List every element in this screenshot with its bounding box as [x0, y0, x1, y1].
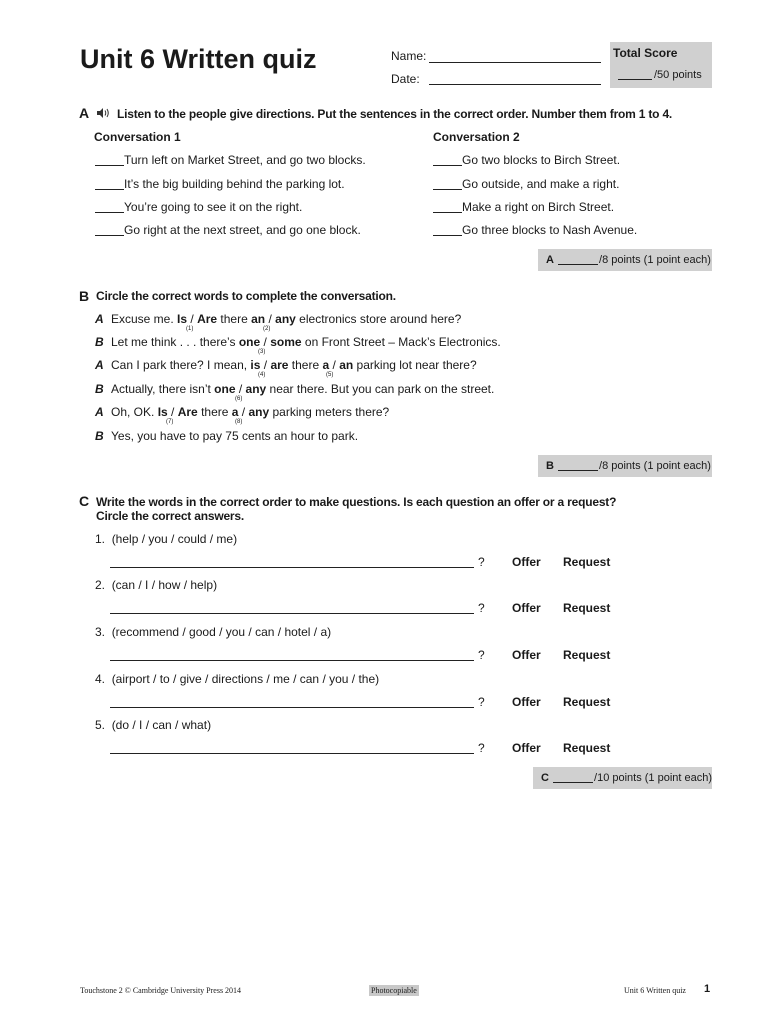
- question-prompt: [95, 532, 237, 546]
- request-option[interactable]: Request: [563, 741, 611, 755]
- choice-word[interactable]: any: [248, 405, 270, 419]
- choice-separator: /: [260, 358, 271, 372]
- answer-blank[interactable]: [95, 235, 124, 236]
- blank-number: (8): [235, 419, 243, 425]
- section-c-points: [533, 767, 712, 789]
- points-letter: C: [541, 772, 549, 784]
- question-mark: ?: [478, 648, 485, 662]
- choice-word[interactable]: one: [214, 382, 236, 396]
- question-number: 1.: [95, 532, 106, 546]
- request-option[interactable]: Request: [563, 648, 611, 662]
- item-text: Go two blocks to Birch Street.: [462, 153, 621, 167]
- answer-blank[interactable]: [95, 189, 124, 190]
- page-number: 1: [704, 983, 711, 995]
- line-text: parking lot near there?: [353, 358, 477, 372]
- request-option[interactable]: Request: [563, 601, 611, 615]
- choice-word[interactable]: any: [275, 312, 296, 326]
- question-prompt: [95, 672, 379, 686]
- line-text: there: [217, 312, 252, 326]
- choice-word[interactable]: a: [231, 405, 239, 419]
- speaker-label: A: [95, 358, 104, 372]
- question-words: (airport / to / give / directions / me / can / you / the): [111, 672, 380, 686]
- choice-separator: /: [329, 358, 340, 372]
- choice-word[interactable]: a: [322, 358, 330, 372]
- blank-number: (5): [326, 372, 334, 378]
- list-item: [433, 200, 614, 214]
- question-number: 3.: [95, 625, 106, 639]
- list-item: [95, 223, 361, 237]
- item-text: It’s the big building behind the parking lot.: [124, 177, 345, 191]
- points-letter: A: [546, 254, 554, 266]
- line-text: electronics store around here?: [295, 312, 462, 326]
- question-number: 5.: [95, 718, 106, 732]
- answer-blank[interactable]: [433, 189, 462, 190]
- offer-option[interactable]: Offer: [512, 741, 541, 755]
- choice-word[interactable]: Is: [157, 405, 168, 419]
- dialogue-line: [95, 405, 515, 419]
- date-field[interactable]: [429, 84, 601, 85]
- item-text: You’re going to see it on the right.: [124, 200, 303, 214]
- line-text: Let me think . . . there’s: [111, 335, 239, 349]
- question-mark: ?: [478, 601, 485, 615]
- question-mark: ?: [478, 741, 485, 755]
- points-text: /8 points (1 point each): [599, 254, 711, 266]
- line-text: Can I park there? I mean,: [111, 358, 251, 372]
- offer-option[interactable]: Offer: [512, 695, 541, 709]
- dialogue-line: [95, 312, 515, 326]
- line-text: Yes, you have to pay 75 cents an hour to park.: [111, 429, 359, 443]
- line-text: there: [197, 405, 232, 419]
- speaker-icon: [96, 106, 110, 118]
- footer-copyright: Touchstone 2 © Cambridge University Press 2014: [80, 986, 242, 995]
- choice-word[interactable]: any: [245, 382, 267, 396]
- choice-separator: /: [238, 405, 249, 419]
- footer-photocopiable: Photocopiable: [371, 986, 417, 995]
- answer-line[interactable]: [110, 613, 474, 614]
- choice-separator: /: [167, 405, 178, 419]
- list-item: [433, 153, 620, 167]
- item-text: Go right at the next street, and go one block.: [124, 223, 361, 237]
- line-text: there: [288, 358, 323, 372]
- section-c-letter: C: [79, 493, 90, 509]
- answer-line[interactable]: [110, 707, 474, 708]
- question-words: (help / you / could / me): [111, 532, 238, 546]
- choice-separator: /: [265, 312, 276, 326]
- blank-number: (7): [166, 419, 174, 425]
- points-text: /10 points (1 point each): [594, 772, 713, 784]
- section-a-points: [538, 249, 712, 271]
- question-number: 2.: [95, 578, 106, 592]
- speaker-label: B: [95, 382, 104, 396]
- section-a-letter: A: [79, 105, 90, 121]
- choice-separator: /: [260, 335, 271, 349]
- question-prompt: [95, 625, 331, 639]
- section-b-letter: B: [79, 288, 90, 304]
- blank-number: (4): [258, 372, 266, 378]
- points-blank[interactable]: [553, 782, 593, 783]
- section-b-instruction: Circle the correct words to complete the conversation.: [96, 289, 396, 303]
- choice-word[interactable]: Are: [177, 405, 198, 419]
- speaker-label: A: [95, 312, 104, 326]
- choice-word[interactable]: an: [251, 312, 266, 326]
- blank-number: (1): [186, 326, 194, 332]
- choice-word[interactable]: are: [270, 358, 289, 372]
- question-number: 4.: [95, 672, 106, 686]
- answer-blank[interactable]: [433, 212, 462, 213]
- line-text: on Front Street – Mack’s Electronics.: [301, 335, 501, 349]
- item-text: Make a right on Birch Street.: [462, 200, 615, 214]
- list-item: [95, 153, 366, 167]
- answer-blank[interactable]: [95, 165, 124, 166]
- question-prompt: [95, 578, 217, 592]
- line-text: near there. But you can park on the street.: [266, 382, 495, 396]
- blank-number: (2): [263, 326, 271, 332]
- answer-blank[interactable]: [433, 165, 462, 166]
- conversation-1-title: Conversation 1: [94, 130, 181, 144]
- choice-word[interactable]: is: [250, 358, 261, 372]
- choice-word[interactable]: an: [339, 358, 354, 372]
- total-points-text: /50 points: [654, 69, 702, 81]
- choice-separator: /: [235, 382, 246, 396]
- offer-option[interactable]: Offer: [512, 601, 541, 615]
- question-words: (do / I / can / what): [111, 718, 212, 732]
- footer-unit-label: Unit 6 Written quiz: [624, 986, 686, 995]
- item-text: Go outside, and make a right.: [462, 177, 620, 191]
- dialogue-line: [95, 335, 515, 349]
- blank-number: (6): [235, 396, 243, 402]
- date-label: Date:: [391, 72, 420, 86]
- question-mark: ?: [478, 555, 485, 569]
- answer-line[interactable]: [110, 753, 474, 754]
- offer-option[interactable]: Offer: [512, 648, 541, 662]
- list-item: [433, 177, 619, 191]
- speaker-label: B: [95, 335, 104, 349]
- section-c-instruction-1: Write the words in the correct order to make questions. Is each question an offer or a request?: [96, 495, 617, 509]
- offer-option[interactable]: Offer: [512, 555, 541, 569]
- line-text: parking meters there?: [269, 405, 390, 419]
- line-text: Actually, there isn’t: [111, 382, 215, 396]
- choice-separator: /: [187, 312, 198, 326]
- dialogue-line: [95, 382, 515, 396]
- points-blank[interactable]: [558, 470, 598, 471]
- speaker-label: B: [95, 429, 104, 443]
- question-mark: ?: [478, 695, 485, 709]
- question-prompt: [95, 718, 211, 732]
- section-c-instruction-2: Circle the correct answers.: [96, 509, 245, 523]
- item-text: Turn left on Market Street, and go two blocks.: [124, 153, 366, 167]
- line-text: Oh, OK.: [111, 405, 158, 419]
- total-score-label: Total Score: [613, 46, 678, 60]
- name-label: Name:: [391, 49, 427, 63]
- total-score-blank[interactable]: [618, 79, 652, 80]
- choice-word[interactable]: one: [238, 335, 261, 349]
- question-words: (can / I / how / help): [111, 578, 218, 592]
- blank-number: (3): [258, 349, 266, 355]
- section-b-points: [538, 455, 712, 477]
- page-title: Unit 6 Written quiz: [80, 44, 317, 74]
- conversation-2-title: Conversation 2: [433, 130, 520, 144]
- question-words: (recommend / good / you / can / hotel / a): [111, 625, 332, 639]
- dialogue-line: [95, 358, 515, 372]
- item-text: Go three blocks to Nash Avenue.: [462, 223, 638, 237]
- section-a-instruction: Listen to the people give directions. Put the sentences in the correct order. Number them from 1 to 4.: [117, 107, 673, 121]
- dialogue-line: [95, 429, 515, 443]
- points-blank[interactable]: [558, 264, 598, 265]
- speaker-label: A: [95, 405, 104, 419]
- name-field[interactable]: [429, 62, 601, 63]
- answer-blank[interactable]: [433, 235, 462, 236]
- total-score-points: [618, 69, 702, 81]
- choice-word[interactable]: Are: [197, 312, 218, 326]
- answer-line[interactable]: [110, 567, 474, 568]
- choice-word[interactable]: Is: [177, 312, 188, 326]
- request-option[interactable]: Request: [563, 695, 611, 709]
- list-item: [95, 177, 345, 191]
- list-item: [433, 223, 637, 237]
- line-text: Excuse me.: [111, 312, 174, 326]
- answer-blank[interactable]: [95, 212, 124, 213]
- answer-line[interactable]: [110, 660, 474, 661]
- choice-word[interactable]: some: [270, 335, 302, 349]
- points-text: /8 points (1 point each): [599, 460, 711, 472]
- list-item: [95, 200, 302, 214]
- points-letter: B: [546, 460, 554, 472]
- request-option[interactable]: Request: [563, 555, 611, 569]
